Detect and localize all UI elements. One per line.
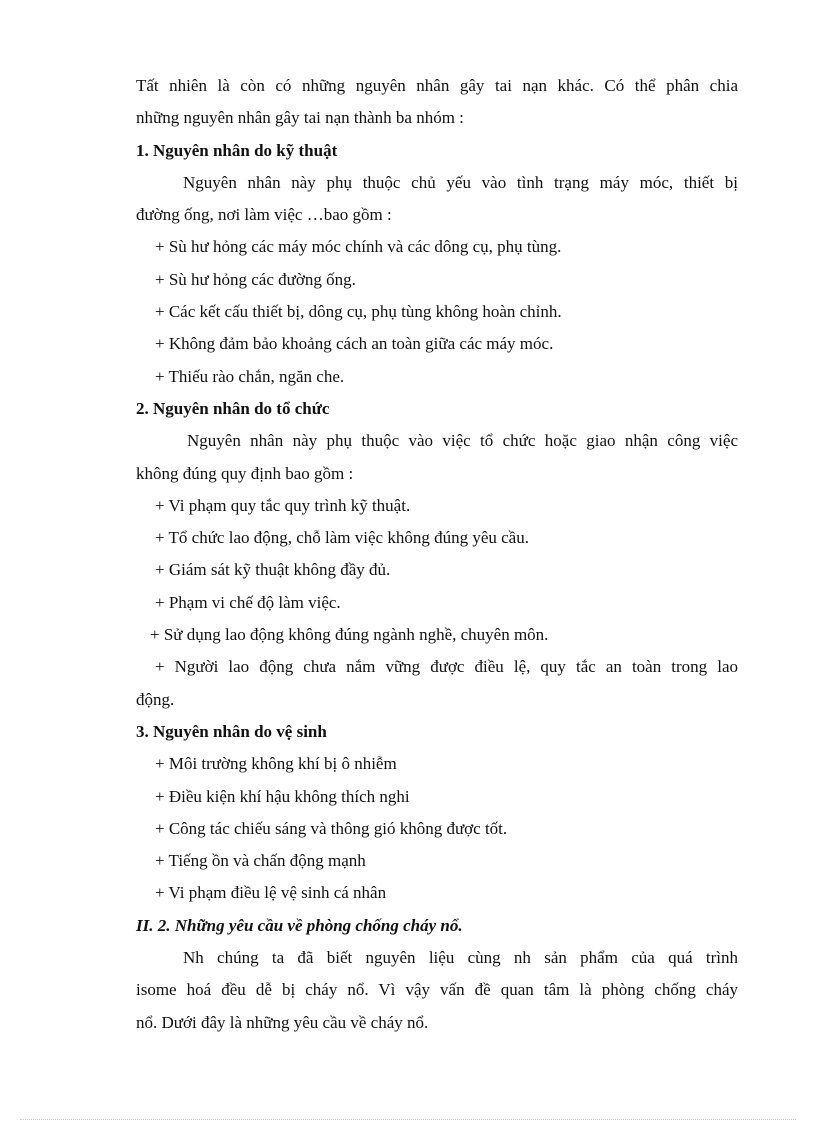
- section-2-para-line-1: Nguyên nhân này phụ thuộc vào việc tổ chức hoặc giao nhận công việc: [187, 431, 738, 451]
- section-4-para-line-1: Nh chúng ta đã biết nguyên liệu cùng nh sản phẩm của quá trình: [183, 948, 738, 968]
- list-item: + Môi trường không khí bị ô nhiễm: [155, 754, 397, 774]
- document-page: [136, 70, 738, 1039]
- intro-line-1: Tất nhiên là còn có những nguyên nhân gây tai nạn khác. Có thể phân chia: [136, 76, 738, 95]
- list-item: + Vi phạm quy tắc quy trình kỹ thuật.: [155, 495, 411, 515]
- page-footer-divider: [20, 1119, 796, 1120]
- list-item-line-2: động.: [136, 689, 175, 709]
- intro-line-2: những nguyên nhân gây tai nạn thành ba nhóm :: [136, 108, 464, 128]
- section-4-heading: II. 2. Những yêu cầu về phòng chống cháy nổ.: [136, 915, 463, 935]
- section-4-para-line-2: isome hoá đều dễ bị cháy nổ. Vì vậy vấn đề quan tâm là phòng chống cháy: [136, 980, 738, 1000]
- list-item: + Giám sát kỹ thuật không đầy đủ.: [155, 560, 391, 580]
- section-3-heading: 3. Nguyên nhân do vệ sinh: [136, 721, 327, 741]
- list-item: + Vi phạm điều lệ vệ sinh cá nhân: [155, 883, 387, 903]
- list-item: + Tổ chức lao động, chỗ làm việc không đúng yêu cầu.: [155, 528, 529, 548]
- list-item: + Thiếu rào chắn, ngăn che.: [155, 366, 345, 386]
- list-item: + Sù hư hỏng các máy móc chính và các dông cụ, phụ tùng.: [155, 237, 562, 257]
- list-item: + Không đảm bảo khoảng cách an toàn giữa các máy móc.: [155, 334, 554, 354]
- section-1-para-line-2: đường ống, nơi làm việc …bao gồm :: [136, 205, 392, 225]
- list-item: + Sử dụng lao động không đúng ngành nghề, chuyên môn.: [150, 625, 549, 645]
- list-item-line-1: + Người lao động chưa nắm vững được điều lệ, quy tắc an toàn trong lao: [155, 657, 738, 677]
- section-4-para-line-3: nổ. Dưới đây là những yêu cầu về cháy nổ.: [136, 1012, 429, 1032]
- list-item: + Phạm vi chế độ làm việc.: [155, 592, 341, 612]
- list-item: + Điều kiện khí hậu không thích nghi: [155, 786, 410, 806]
- list-item: + Tiếng ồn và chấn động mạnh: [155, 851, 366, 871]
- list-item: + Các kết cấu thiết bị, dông cụ, phụ tùng không hoàn chỉnh.: [155, 302, 562, 322]
- section-2-para-line-2: không đúng quy định bao gồm :: [136, 463, 354, 483]
- list-item: + Công tác chiếu sáng và thông gió không được tốt.: [155, 818, 508, 838]
- list-item: + Sù hư hỏng các đường ống.: [155, 269, 356, 289]
- section-1-para-line-1: Nguyên nhân này phụ thuộc chủ yếu vào tình trạng máy móc, thiết bị: [183, 172, 738, 192]
- section-2-heading: 2. Nguyên nhân do tổ chức: [136, 398, 330, 418]
- section-1-heading: 1. Nguyên nhân do kỹ thuật: [136, 140, 338, 160]
